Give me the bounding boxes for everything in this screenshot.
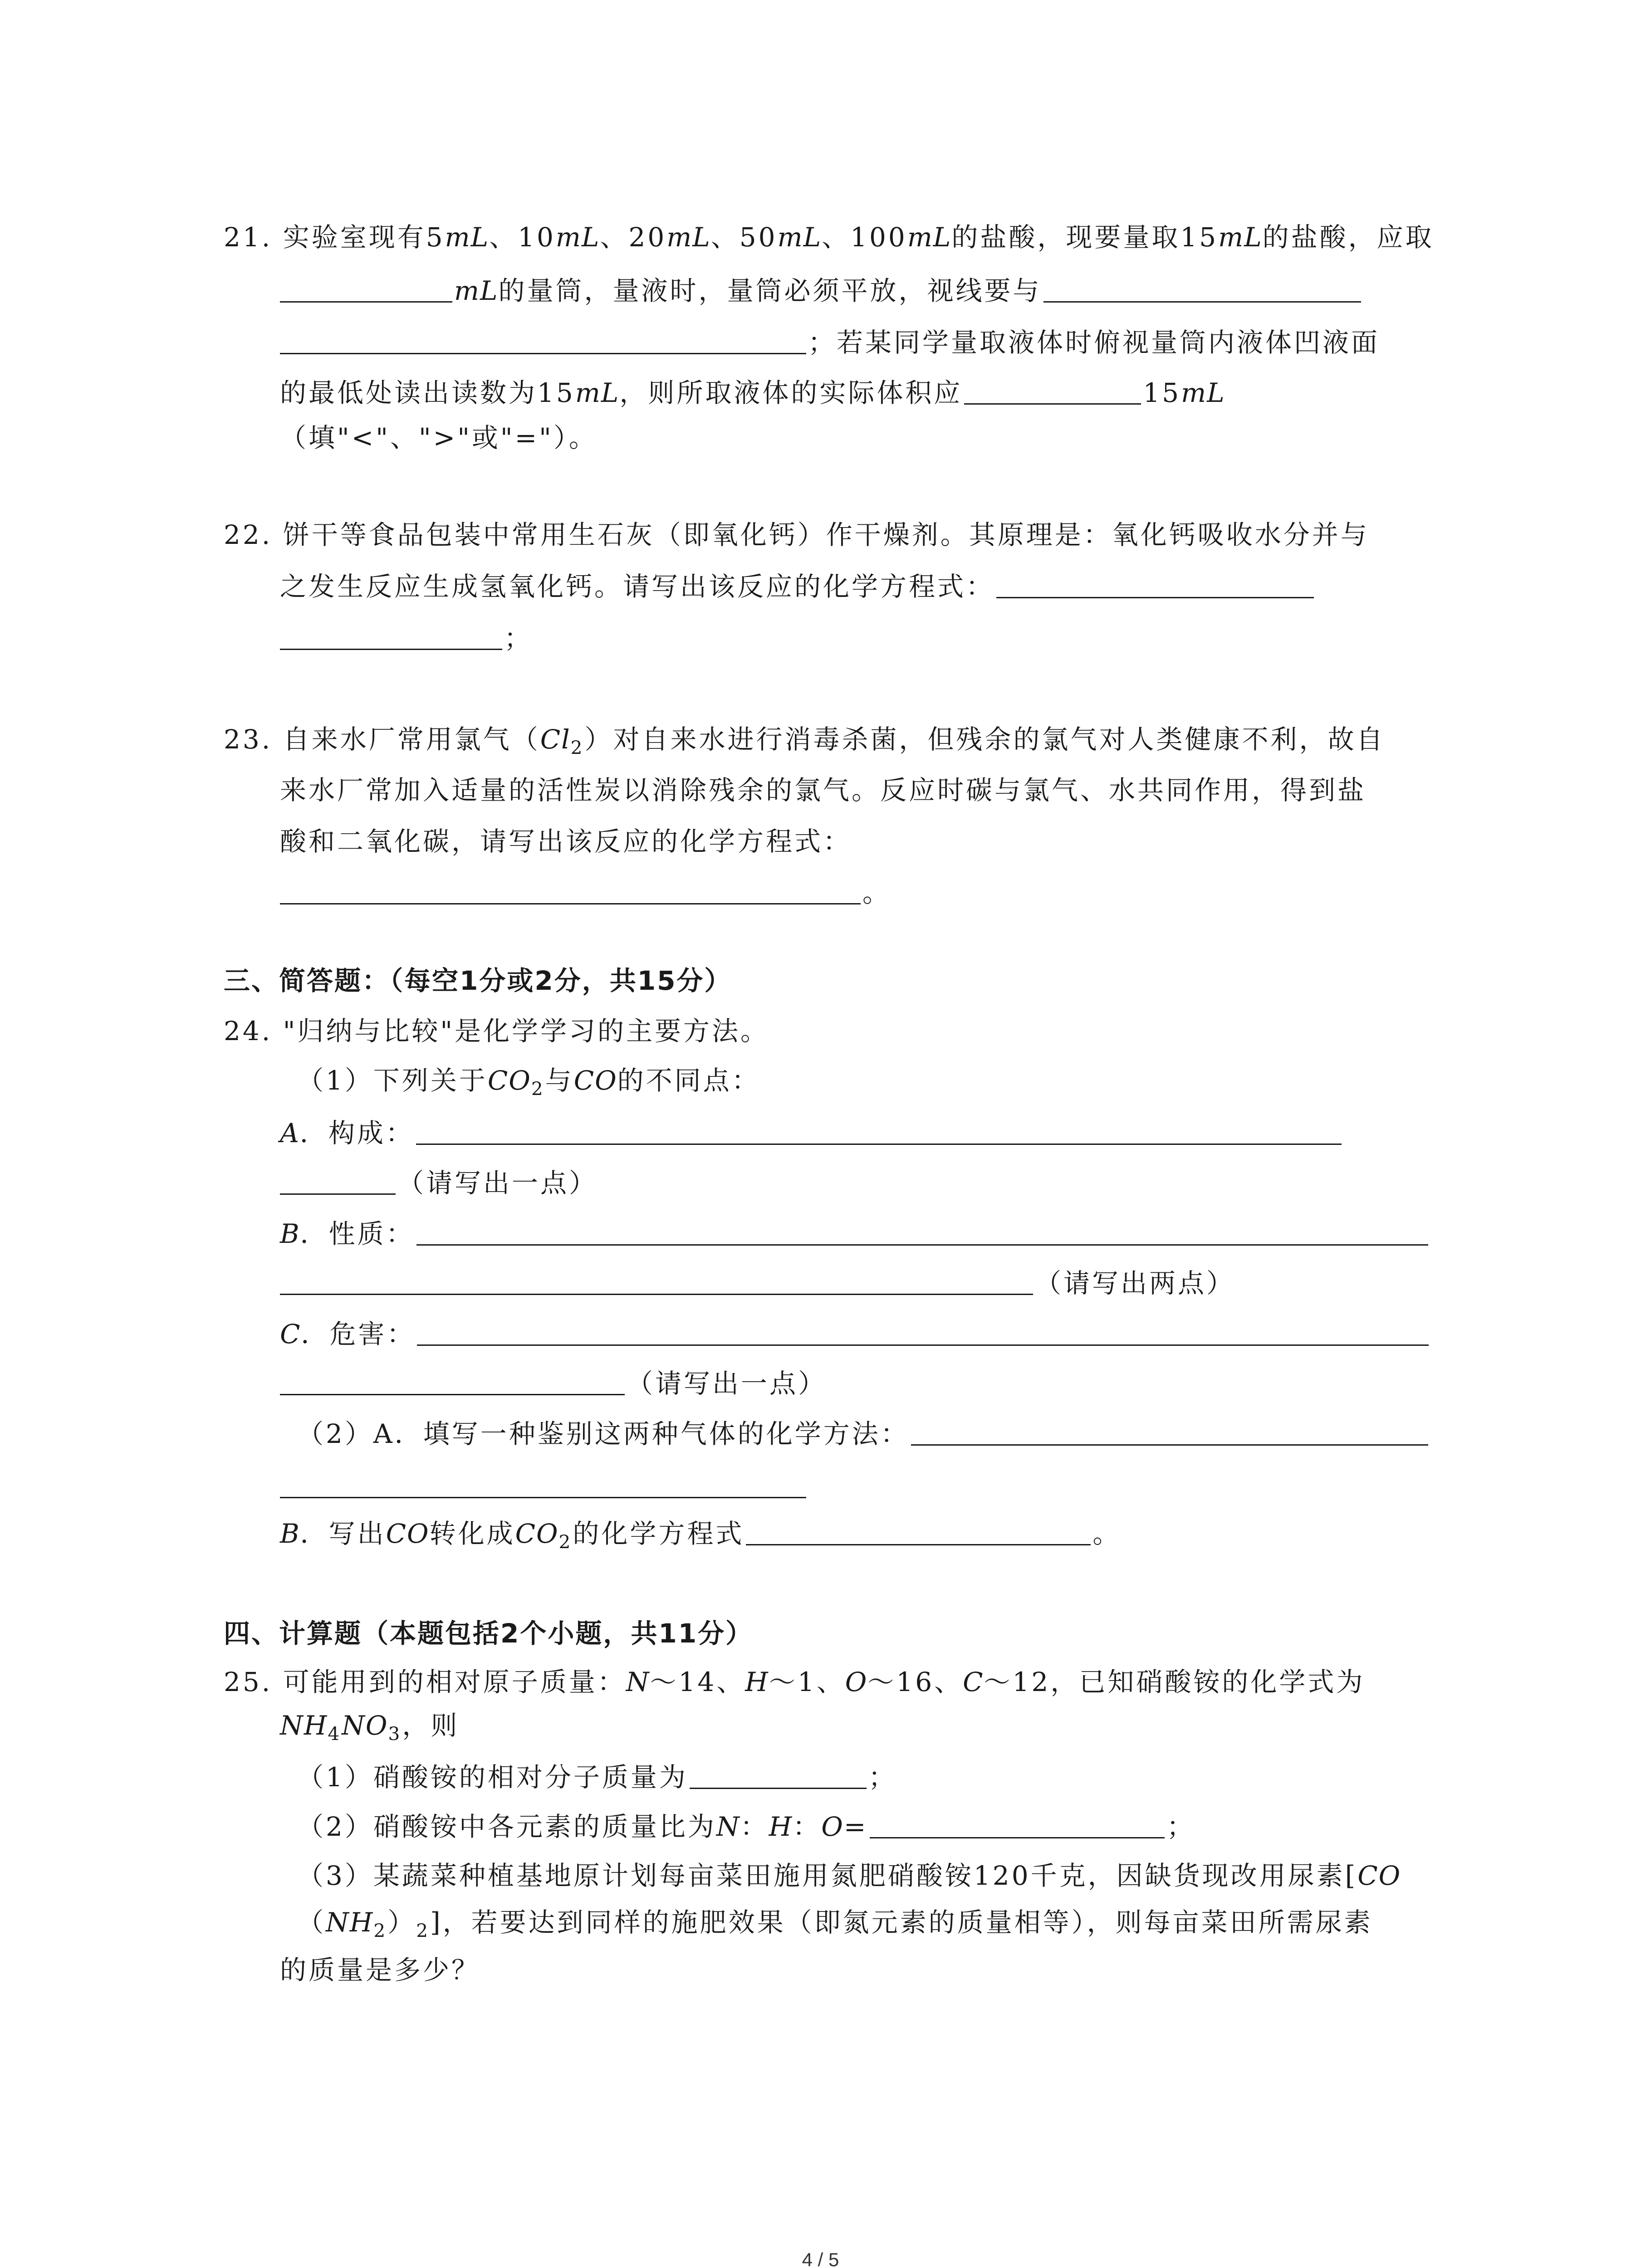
- q24-part-1: （1）下列关于$CO_2$与CO的不同点：: [297, 1065, 760, 1100]
- q25-sub-2: （2）硝酸铵中各元素的质量比为N：H：O= ；: [297, 1811, 1195, 1842]
- section-3-heading: 三、简答题：（每空1分或2分，共15分）: [224, 965, 732, 996]
- q24-part-2: （2）A．填写一种鉴别这两种气体的化学方法：: [297, 1416, 1430, 1452]
- q25-sub-3-line-2: $(NH_2)_2$]，若要达到同样的施肥效果（即氮元素的质量相等），则每亩菜田所需尿素: [297, 1907, 1373, 1942]
- q24-number: 24.: [224, 1016, 273, 1046]
- q23-line-1: 23. 自来水厂常用氯气$(Cl_2)$对自来水进行消毒杀菌，但残余的氯气对人类健康不利，故自: [224, 724, 1385, 759]
- answer-blank[interactable]: [280, 878, 861, 904]
- q25-sub-3-line-1: （3）某蔬菜种植基地原计划每亩菜田施用氮肥硝酸铵120千克，因缺货现改用尿素[CO: [297, 1860, 1401, 1891]
- answer-blank[interactable]: [870, 1812, 1165, 1838]
- q21-line-1: 21. 实验室现有5mL、10mL、20mL、50mL、100mL的盐酸，现要量取15mL的盐酸，应取: [224, 222, 1434, 253]
- q22-number: 22.: [224, 519, 273, 550]
- q25-line-2: $NH_4NO_3$，则: [280, 1710, 460, 1745]
- answer-blank[interactable]: [280, 1471, 806, 1498]
- answer-blank[interactable]: [280, 276, 452, 303]
- q21-line-5: （填"<"、">"或"="）。: [280, 422, 598, 453]
- answer-blank[interactable]: [280, 1369, 625, 1395]
- page-number: 4 / 5: [802, 2249, 839, 2268]
- answer-blank[interactable]: [911, 1419, 1428, 1446]
- answer-blank[interactable]: [417, 1319, 1429, 1346]
- q21-line-3: ；若某同学量取液体时俯视量筒内液体凹液面: [280, 324, 1380, 361]
- q25-sub-1: （1）硝酸铵的相对分子质量为 ；: [297, 1762, 897, 1793]
- q24-c-line-2: （请写出一点）: [280, 1365, 827, 1402]
- q23-line-3: 酸和二氧化碳，请写出该反应的化学方程式：: [280, 826, 852, 857]
- q22-line-1: 22. 饼干等食品包装中常用生石灰（即氧化钙）作干燥剂。其原理是：氧化钙吸收水分并与: [224, 519, 1369, 550]
- answer-blank[interactable]: [280, 623, 502, 650]
- answer-blank[interactable]: [280, 327, 806, 354]
- q24-b-line-2: （请写出两点）: [280, 1265, 1235, 1301]
- q24-intro: 24. "归纳与比较"是化学学习的主要方法。: [224, 1016, 769, 1046]
- q24-b-line: B．性质：: [280, 1216, 1430, 1252]
- section-4-heading: 四、计算题（本题包括2个小题，共11分）: [224, 1618, 754, 1649]
- q24-part-2b: B．写出CO转化成$CO_2$的化学方程式 。: [280, 1518, 1122, 1553]
- q23-line-2: 来水厂常加入适量的活性炭以消除残余的氯气。反应时碳与氯气、水共同作用，得到盐: [280, 775, 1367, 806]
- q21-number: 21.: [224, 222, 273, 253]
- answer-blank[interactable]: [416, 1118, 1342, 1145]
- q22-line-2: 之发生反应生成氢氧化钙。请写出该反应的化学方程式：: [280, 568, 1316, 605]
- answer-blank[interactable]: [690, 1762, 867, 1789]
- answer-blank[interactable]: [1043, 276, 1361, 303]
- q23-number: 23.: [224, 724, 273, 755]
- q23-line-4: 。: [280, 875, 891, 911]
- answer-blank[interactable]: [996, 572, 1314, 598]
- q25-sub-3-line-3: 的质量是多少？: [280, 1955, 480, 1985]
- q24-c-line: C．危害：: [280, 1316, 1430, 1352]
- q24-part-2-line-2: [280, 1468, 808, 1505]
- q24-a-line: A．构成：: [280, 1115, 1343, 1151]
- q24-a-line-2: （请写出一点）: [280, 1165, 598, 1201]
- q21-line-4: 的最低处读出读数为15mL，则所取液体的实际体积应 15mL: [280, 377, 1225, 408]
- q25-number: 25.: [224, 1667, 273, 1697]
- q22-line-3: ；: [280, 620, 533, 656]
- answer-blank[interactable]: [746, 1519, 1091, 1545]
- q25-line-1: 25. 可能用到的相对原子质量：N～14、H～1、O～16、C～12，已知硝酸铵的化学式为: [224, 1667, 1365, 1697]
- answer-blank[interactable]: [280, 1168, 396, 1195]
- answer-blank[interactable]: [964, 378, 1141, 405]
- answer-blank[interactable]: [416, 1219, 1428, 1246]
- answer-blank[interactable]: [280, 1268, 1033, 1295]
- q21-line-2: mL的量筒，量液时，量筒必须平放，视线要与: [280, 273, 1363, 309]
